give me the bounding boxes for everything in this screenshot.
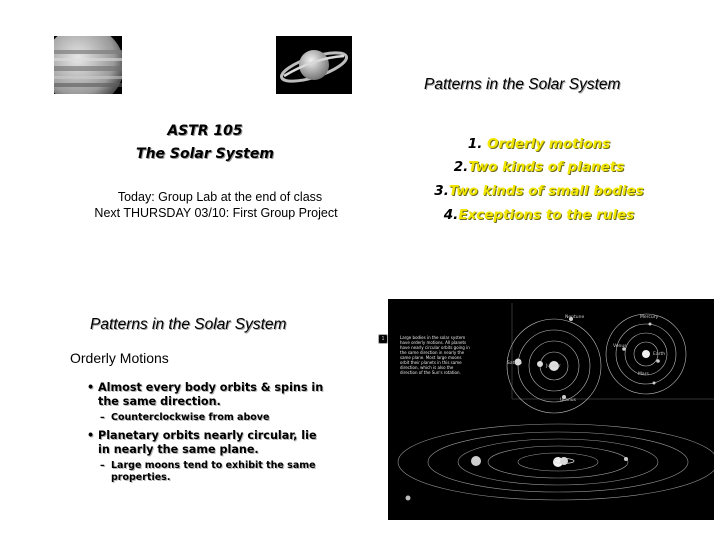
bullet-point bbox=[87, 429, 328, 457]
topic-item bbox=[399, 183, 679, 199]
announcement-project: Next THURSDAY 03/10: First Group Project bbox=[94, 206, 338, 220]
bullet-point bbox=[87, 381, 328, 409]
solar-system-figure bbox=[388, 299, 714, 520]
sub-bullet-text: Counterclockwise from above bbox=[111, 412, 270, 423]
topic-item bbox=[399, 207, 679, 223]
label-earth: Earth bbox=[653, 352, 666, 357]
course-title: The Solar System bbox=[136, 146, 274, 162]
slide2-title: Patterns in the Solar System bbox=[424, 76, 621, 93]
topic-number: 4. bbox=[443, 207, 459, 223]
sub-bullet-point bbox=[100, 460, 331, 484]
dash-glyph: – bbox=[100, 460, 105, 471]
bullet-text: Planetary orbits nearly circular, lie in nearly the same plane. bbox=[98, 429, 317, 456]
announcement-today: Today: Group Lab at the end of class bbox=[117, 190, 323, 204]
topic-number: 1. bbox=[467, 136, 483, 152]
topic-text: Two kinds of planets bbox=[468, 159, 625, 175]
label-saturn: Saturn bbox=[507, 361, 522, 366]
figure-number-badge: 1 bbox=[378, 334, 388, 344]
label-uranus: Uranus bbox=[560, 398, 576, 403]
bullet-text: Almost every body orbits & spins in the same direction. bbox=[98, 381, 324, 408]
saturn-image bbox=[276, 36, 352, 94]
topic-text: Two kinds of small bodies bbox=[448, 183, 644, 199]
jupiter-image bbox=[54, 36, 122, 94]
topic-number: 2. bbox=[453, 159, 469, 175]
label-mars: Mars bbox=[638, 372, 649, 377]
section-heading: Orderly Motions bbox=[70, 350, 169, 366]
topic-text: Exceptions to the rules bbox=[458, 207, 635, 223]
topic-item bbox=[399, 159, 679, 175]
label-mercury: Mercury bbox=[640, 315, 659, 320]
label-jupiter: Jupiter bbox=[546, 364, 561, 369]
label-venus: Venus bbox=[613, 344, 627, 349]
bullet-glyph: • bbox=[87, 381, 95, 394]
sub-bullet-text: Large moons tend to exhibit the same properties. bbox=[111, 460, 316, 483]
sub-bullet-point bbox=[100, 412, 331, 424]
topic-text: Orderly motions bbox=[482, 136, 611, 152]
label-neptune: Neptune bbox=[565, 315, 585, 320]
topic-number: 3. bbox=[434, 183, 449, 199]
slide3-title: Patterns in the Solar System bbox=[90, 316, 287, 333]
dash-glyph: – bbox=[100, 412, 105, 423]
course-code: ASTR 105 bbox=[167, 123, 243, 139]
topic-item bbox=[399, 136, 679, 152]
bullet-glyph: • bbox=[87, 429, 95, 442]
figure-caption: Large bodies in the solar system have orderly motions. All planets have nearly circular orbits going in the same direction in nearly the same plane. Most large moons orbit their planets in this same direction, which is also the direction of the Sun's rotation. bbox=[400, 335, 470, 375]
